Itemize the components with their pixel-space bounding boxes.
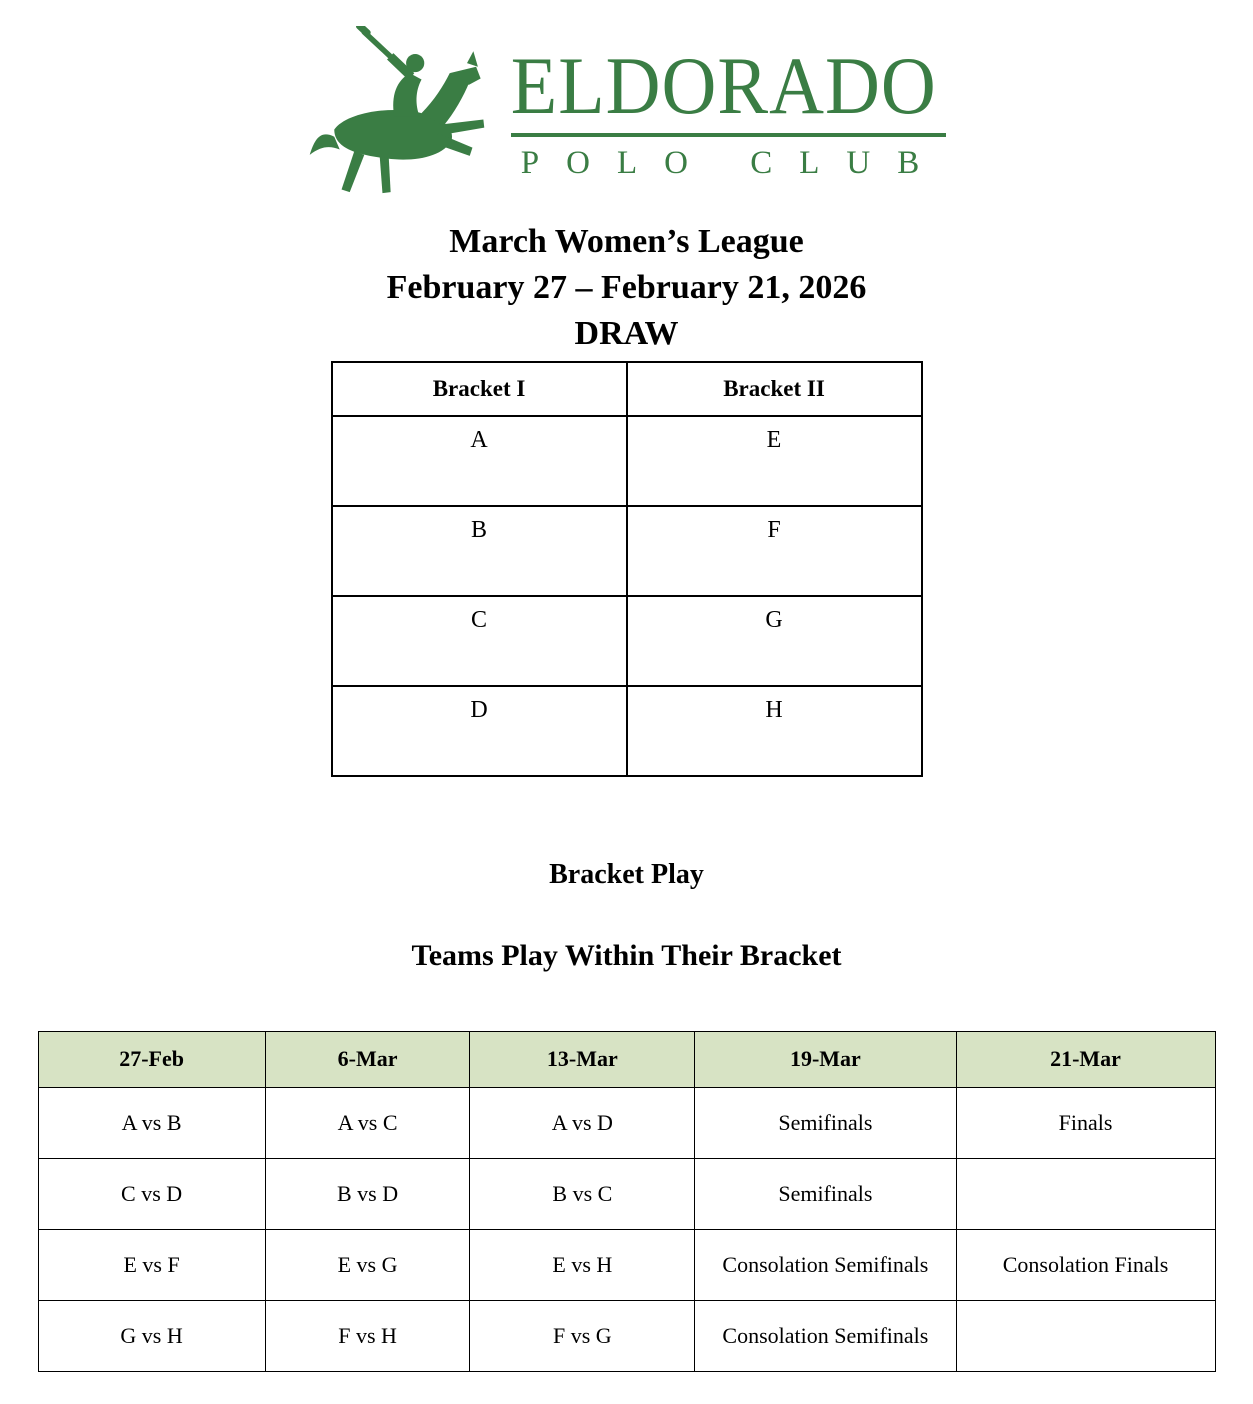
schedule-header-cell: 19-Mar — [695, 1031, 956, 1087]
schedule-cell — [956, 1300, 1215, 1371]
polo-player-icon — [307, 26, 507, 207]
draw-cell: A — [332, 416, 627, 506]
schedule-cell: F vs H — [265, 1300, 470, 1371]
date-range: February 27 – February 21, 2026 — [386, 268, 867, 306]
draw-header-bracket-2: Bracket II — [627, 362, 922, 416]
draw-header-bracket-1: Bracket I — [332, 362, 627, 416]
schedule-cell: Finals — [956, 1087, 1215, 1158]
draw-cell: C — [332, 596, 627, 686]
schedule-header-row — [38, 1031, 1215, 1087]
schedule-row — [38, 1158, 1215, 1229]
schedule-cell: Consolation Semifinals — [695, 1300, 956, 1371]
schedule-cell: C vs D — [38, 1158, 265, 1229]
schedule-cell: Consolation Semifinals — [695, 1229, 956, 1300]
schedule-header-cell: 21-Mar — [956, 1031, 1215, 1087]
bracket-play-heading: Bracket Play — [549, 858, 704, 890]
draw-cell: D — [332, 686, 627, 776]
title-block — [0, 219, 1253, 357]
schedule-row — [38, 1300, 1215, 1371]
schedule-cell: G vs H — [38, 1300, 265, 1371]
logo-subtitle: POLO CLUB — [520, 145, 947, 181]
draw-table — [331, 361, 923, 777]
schedule-cell: B vs D — [265, 1158, 470, 1229]
page-title: March Women’s League — [449, 223, 804, 260]
schedule-row — [38, 1229, 1215, 1300]
schedule-cell: Semifinals — [695, 1158, 956, 1229]
draw-cell: H — [627, 686, 922, 776]
schedule-cell: Semifinals — [695, 1087, 956, 1158]
teams-play-heading: Teams Play Within Their Bracket — [411, 938, 842, 972]
draw-cell: F — [627, 506, 922, 596]
draw-row — [332, 596, 922, 686]
schedule-cell: A vs D — [470, 1087, 695, 1158]
schedule-cell: E vs G — [265, 1229, 470, 1300]
schedule-cell: A vs C — [265, 1087, 470, 1158]
schedule-cell: E vs F — [38, 1229, 265, 1300]
schedule-cell: A vs B — [38, 1087, 265, 1158]
draw-row — [332, 506, 922, 596]
draw-cell: B — [332, 506, 627, 596]
schedule-row — [38, 1087, 1215, 1158]
schedule-cell: F vs G — [470, 1300, 695, 1371]
schedule-cell — [956, 1158, 1215, 1229]
schedule-cell: E vs H — [470, 1229, 695, 1300]
logo-text — [510, 40, 947, 182]
draw-label: DRAW — [574, 314, 679, 352]
draw-cell: G — [627, 596, 922, 686]
draw-cell: E — [627, 416, 922, 506]
logo-rule — [511, 133, 946, 137]
schedule-header-cell: 27-Feb — [38, 1031, 265, 1087]
schedule-header-cell: 6-Mar — [265, 1031, 470, 1087]
schedule-cell: B vs C — [470, 1158, 695, 1229]
schedule-table — [38, 1031, 1216, 1372]
logo — [0, 0, 1253, 207]
schedule-cell: Consolation Finals — [956, 1229, 1215, 1300]
draw-row — [332, 686, 922, 776]
logo-brand: ELDORADO — [510, 40, 937, 132]
draw-row — [332, 416, 922, 506]
draw-header-row — [332, 362, 922, 416]
schedule-header-cell: 13-Mar — [470, 1031, 695, 1087]
